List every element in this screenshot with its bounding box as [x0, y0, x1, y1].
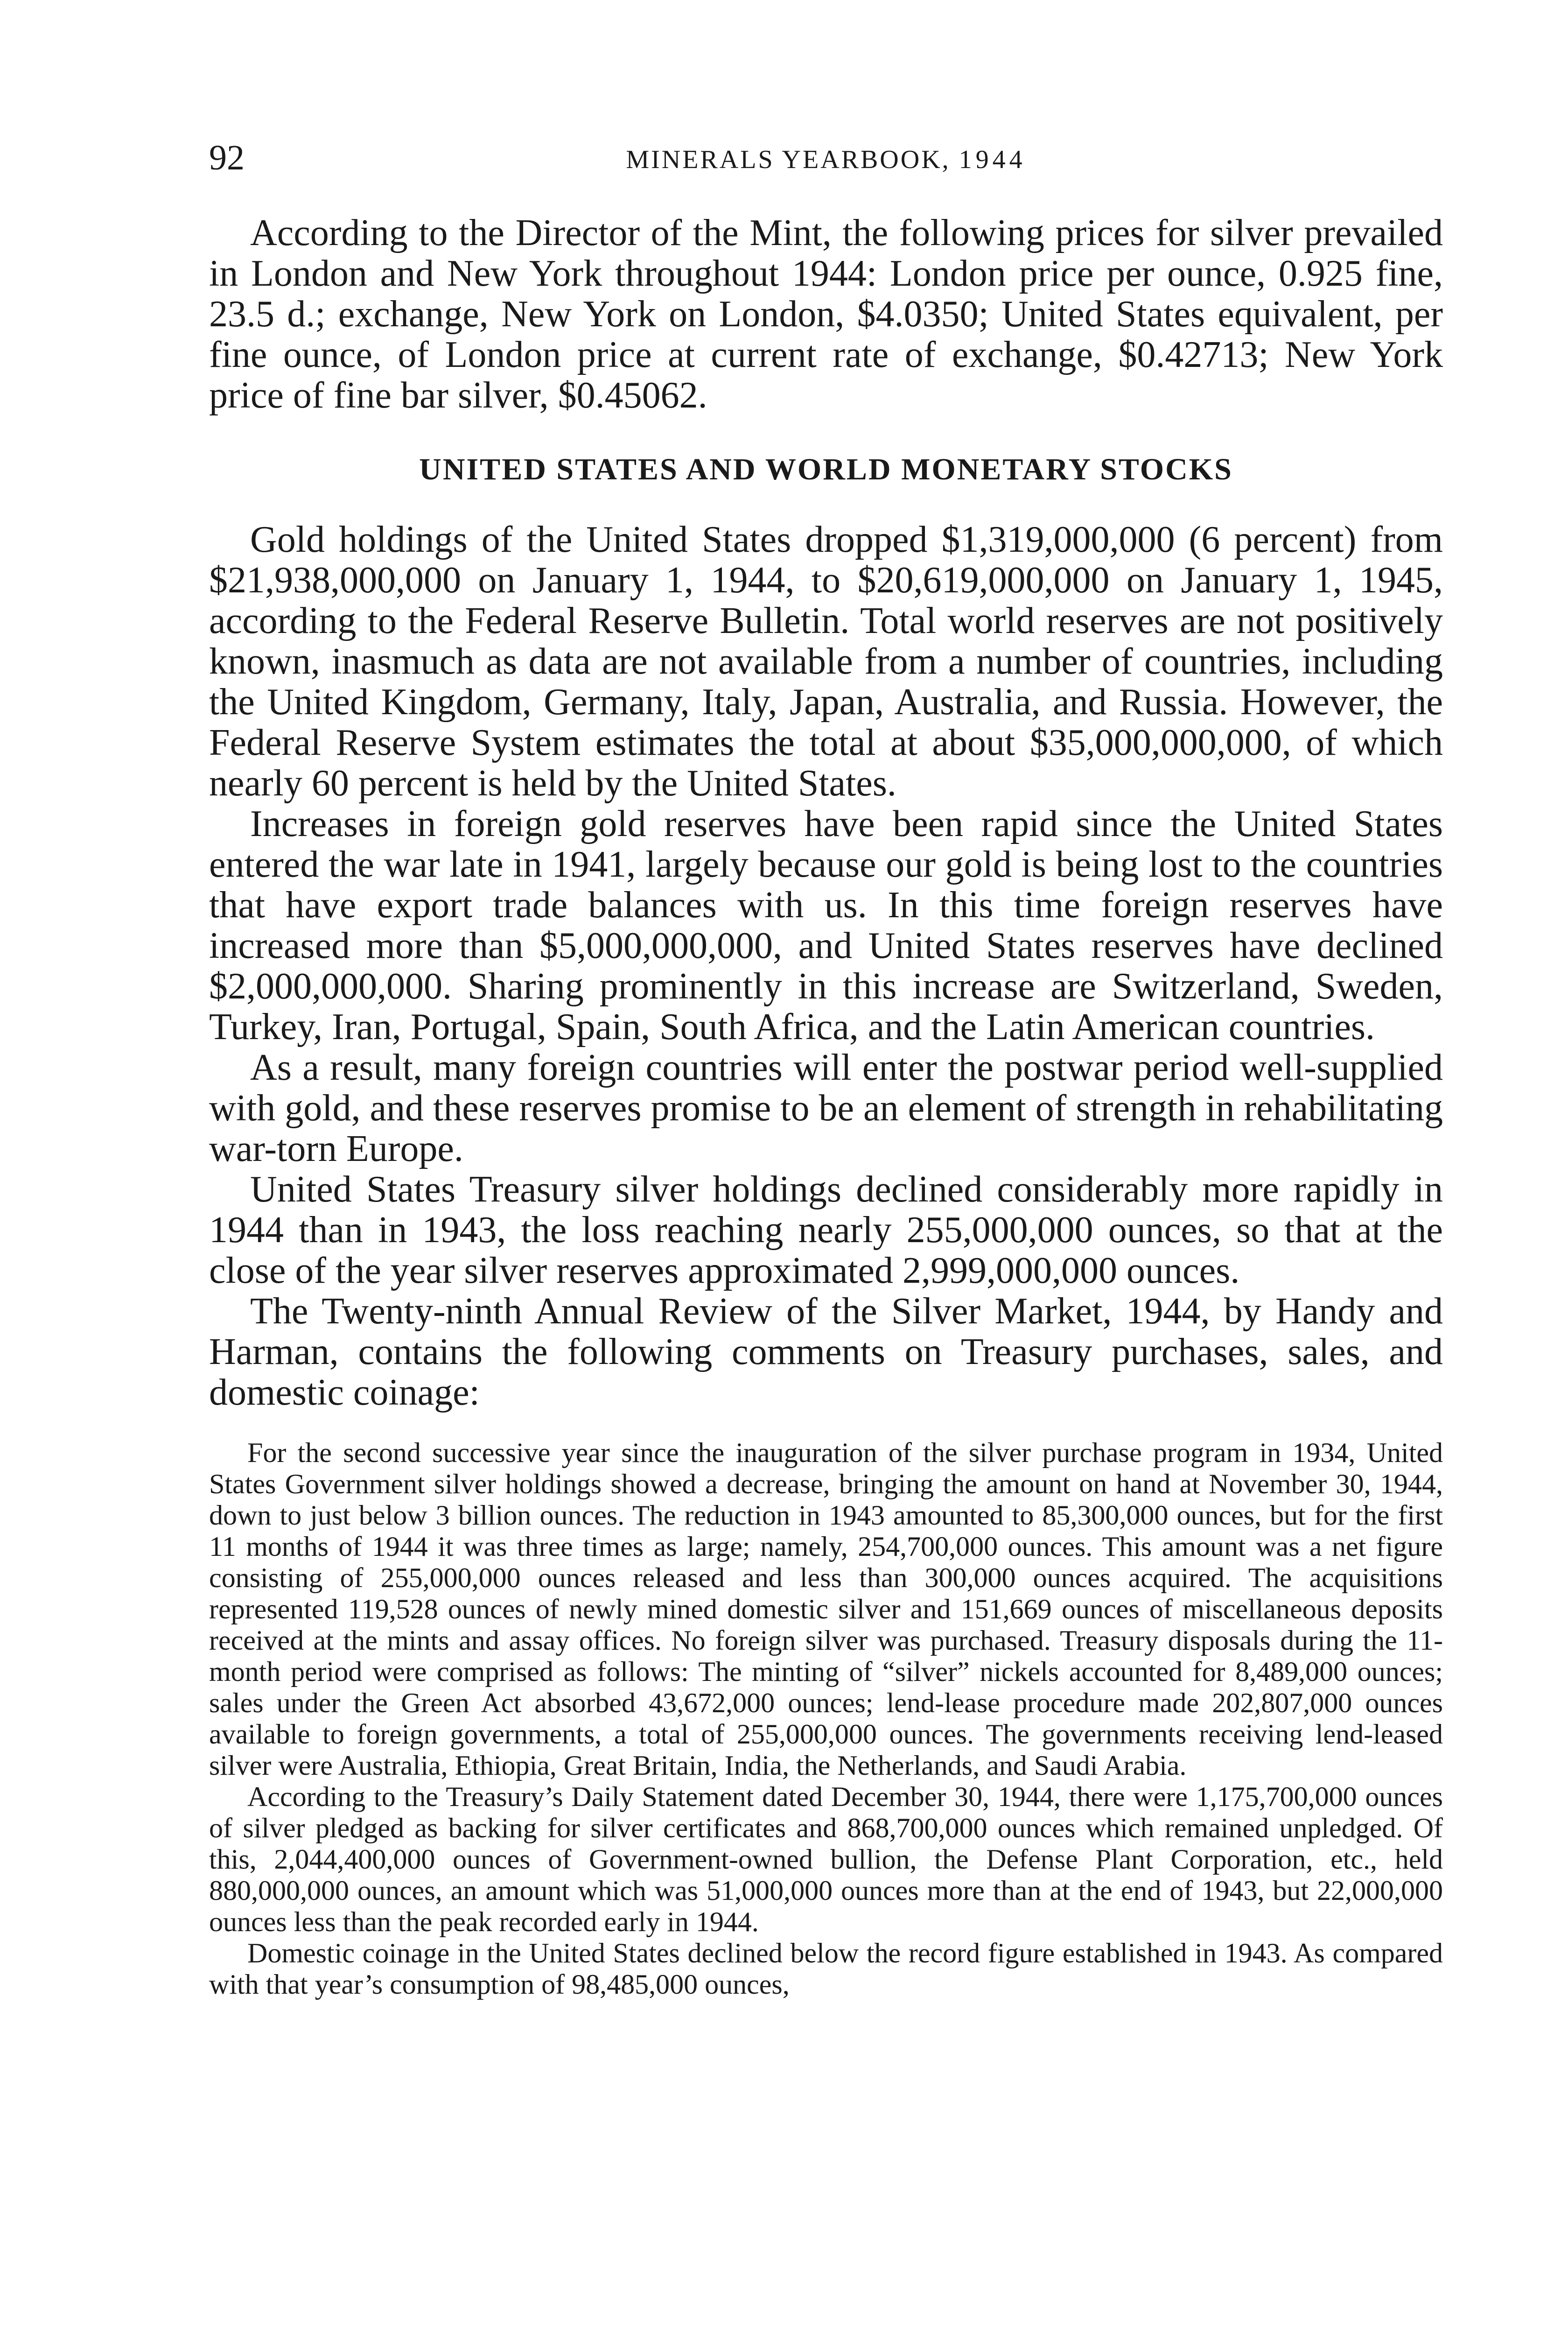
quoted-extract	[209, 1437, 1443, 2000]
extract-paragraph-coinage: Domestic coinage in the United States declined below the record figure established in 1943. As compared with that year’s consumption of 98,485,000 ounces,	[209, 1938, 1443, 2000]
paragraph-gold-holdings: Gold holdings of the United States dropped $1,319,000,000 (6 percent) from $21,938,000,000 on January 1, 1944, to $20,619,000,000 on January 1, 1945, according to the Federal Reserve Bulletin. Total world reserves are not positively known, inasmuch as data are not available from a number of countries, including the United Kingdom, Germany, Italy, Japan, Australia, and Russia. However, the Federal Reserve System estimates the total at about $35,000,000,000, of which nearly 60 percent is held by the United States.	[209, 519, 1443, 804]
extract-paragraph-purchases: For the second successive year since the inauguration of the silver purchase program in 1934, United States Government silver holdings showed a decrease, bringing the amount on hand at November 30, 1944, down to just below 3 billion ounces. The reduction in 1943 amounted to 85,300,000 ounces, but for the first 11 months of 1944 it was three times as large; namely, 254,700,000 ounces. This amount was a net figure consisting of 255,000,000 ounces released and less than 300,000 ounces acquired. The acquisitions represented 119,528 ounces of newly mined domestic silver and 151,669 ounces of miscellaneous deposits received at the mints and assay offices. No foreign silver was purchased. Treasury disposals during the 11-month period were comprised as follows: The minting of “silver” nickels accounted for 8,489,000 ounces; sales under the Green Act absorbed 43,672,000 ounces; lend-lease procedure made 202,807,000 ounces available to foreign governments, a total of 255,000,000 ounces. The governments receiving lend-leased silver were Australia, Ethiopia, Great Britain, India, the Netherlands, and Saudi Arabia.	[209, 1437, 1443, 1781]
document-page	[209, 140, 1443, 2000]
running-head	[209, 147, 1443, 173]
section-heading: UNITED STATES AND WORLD MONETARY STOCKS	[419, 452, 1233, 486]
page-number: 92	[209, 138, 245, 177]
extract-paragraph-daily-statement: According to the Treasury’s Daily Statement dated December 30, 1944, there were 1,175,700,000 ounces of silver pledged as backing for silver certificates and 868,700,000 ounces which remained unpledged. Of this, 2,044,400,000 ounces of Government-owned bullion, the Defense Plant Corporation, etc., held 880,000,000 ounces, an amount which was 51,000,000 ounces more than at the end of 1943, but 22,000,000 ounces less than the peak recorded early in 1944.	[209, 1781, 1443, 1937]
paragraph-foreign-reserves: Increases in foreign gold reserves have been rapid since the United States entered the war late in 1941, largely because our gold is being lost to the countries that have export trade balances with us. In this time foreign reserves have increased more than $5,000,000,000, and United States reserves have declined $2,000,000,000. Sharing prominently in this increase are Switzerland, Sweden, Turkey, Iran, Portugal, Spain, South Africa, and the Latin American countries.	[209, 803, 1443, 1047]
page-header	[209, 140, 1443, 196]
paragraph-silver-prices: According to the Director of the Mint, the following prices for silver prevailed in London and New York throughout 1944: London price per ounce, 0.925 fine, 23.5 d.; exchange, New York on London, $4.0350; United States equivalent, per fine ounce, of London price at current rate of exchange, $0.42713; New York price of fine bar silver, $0.45062.	[209, 212, 1443, 416]
running-title: MINERALS YEARBOOK,	[626, 145, 951, 174]
paragraph-postwar: As a result, many foreign countries will enter the postwar period well-supplied with gold, and these reserves promise to be an element of strength in rehabilitating war-torn Europe.	[209, 1047, 1443, 1169]
paragraph-silver-market-review: The Twenty-ninth Annual Review of the Silver Market, 1944, by Handy and Harman, contains the following comments on Treasury purchases, sales, and domestic coinage:	[209, 1291, 1443, 1413]
paragraph-treasury-silver: United States Treasury silver holdings declined considerably more rapidly in 1944 than in 1943, the loss reaching nearly 255,000,000 ounces, so that at the close of the year silver reserves approximated 2,999,000,000 ounces.	[209, 1169, 1443, 1291]
running-year: 1944	[959, 145, 1026, 174]
